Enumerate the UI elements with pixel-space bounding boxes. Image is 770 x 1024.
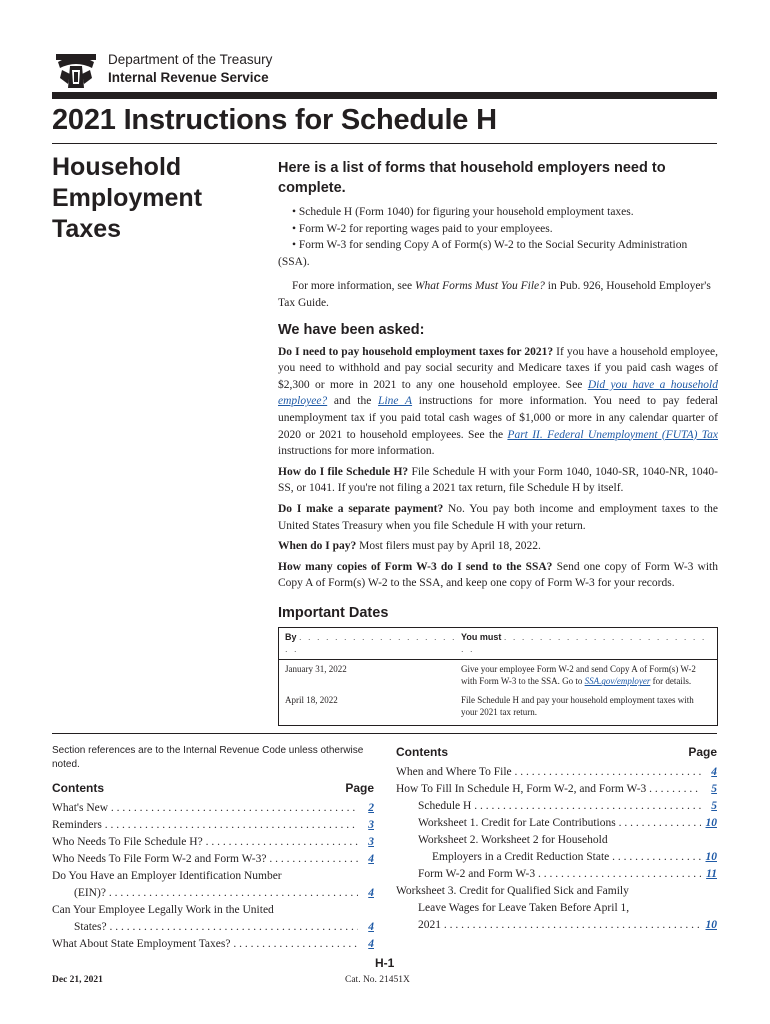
title-rule <box>52 143 717 144</box>
faq-item: How many copies of Form W-3 do I send to the SSA? Send one copy of Form W-3 with Copy A of Form(s) W-2 to the SSA, and keep one copy of Form W-3 for your records. <box>278 560 718 590</box>
toc-entry[interactable]: Worksheet 2. Worksheet 2 for Household Employers in a Credit Reduction State . . . 10 <box>396 832 717 866</box>
toc-page-link[interactable]: 11 <box>706 868 717 880</box>
toc-page-link[interactable]: 10 <box>705 851 717 863</box>
forms-list <box>278 204 718 270</box>
toc-page-link[interactable]: 3 <box>368 836 374 848</box>
list-item: • Schedule H (Form 1040) for figuring your household employment taxes. <box>278 204 718 221</box>
toc-entry[interactable]: When and Where To File . . . 4 <box>396 764 717 781</box>
toc-page-link[interactable]: 10 <box>705 817 717 829</box>
faq-item: How do I file Schedule H? File Schedule H with your Form 1040, 1040-SR, 1040-NR, 1040-SS, or 1041. If you're not filing a 2021 tax return, file Schedule H by itself. <box>278 465 718 495</box>
toc-entry[interactable]: How To Fill In Schedule H, Form W-2, and Form W-3 . . . 5 <box>396 781 717 798</box>
toc-page-link[interactable]: 5 <box>711 800 717 812</box>
faq-question: How do I file Schedule H? <box>278 465 409 478</box>
important-dates-heading: Important Dates <box>278 604 389 621</box>
action-cell: Give your employee Form W-2 and send Copy A of Form(s) W-2 with Form W-3 to the SSA. Go to SSA.gov/employer for details. <box>461 663 696 687</box>
faq-question: When do I pay? <box>278 540 357 553</box>
document-title: 2021 Instructions for Schedule H <box>52 104 497 136</box>
toc-entry[interactable]: Schedule H . . . 5 <box>396 798 717 815</box>
document-subtitle: Household Employment Taxes <box>52 153 203 243</box>
page-heading: Page <box>688 745 717 759</box>
important-dates-table <box>278 627 718 726</box>
toc-entry[interactable]: Who Needs To File Schedule H? . . . 3 <box>52 834 374 851</box>
more-info-paragraph: For more information, see What Forms Must You File? in Pub. 926, Household Employer's Tax Guide. <box>278 280 711 309</box>
toc-entry[interactable]: Worksheet 1. Credit for Late Contributions . . . 10 <box>396 815 717 832</box>
futa-tax-link[interactable]: Part II. Federal Unemployment (FUTA) Tax <box>507 428 718 441</box>
table-row <box>279 691 717 725</box>
section-references-note: Section references are to the Internal Revenue Code unless otherwise noted. <box>52 745 364 770</box>
column-header-by: By <box>285 631 297 642</box>
toc-page-link[interactable]: 5 <box>711 783 717 795</box>
list-item: • Form W-3 for sending Copy A of Form(s) W-2 to the Social Security Administration (SSA). <box>278 237 718 270</box>
table-row <box>279 660 717 691</box>
toc-entry[interactable]: Do You Have an Employer Identification Number (EIN)? . . . 4 <box>52 868 374 902</box>
ssa-employer-link[interactable]: SSA.gov/employer <box>584 676 651 687</box>
department-name: Department of the Treasury <box>108 52 273 67</box>
toc-page-link[interactable]: 4 <box>368 921 374 933</box>
contents-heading: Contents <box>396 745 448 759</box>
toc-entry[interactable]: Who Needs To File Form W-2 and Form W-3? . . . 4 <box>52 851 374 868</box>
column-header-you-must: You must <box>461 631 502 642</box>
faq-item: Do I need to pay household employment taxes for 2021? If you have a household employee, you need to withhold and pay social security and Medicare taxes if you paid cash wages of $2,300 or more in 2021 to any one household employee. See Did you have a household employee? and the Line A instructions for more information. You need to pay federal unemployment tax if you paid total cash wages of $1,000 or more in any calendar quarter of 2020 or 2021 to household employees. See the Part II. Federal Unemployment (FUTA) Tax instructions for more information. <box>278 345 719 458</box>
main-column <box>278 158 718 726</box>
action-cell: File Schedule H and pay your household employment taxes with your 2021 tax return. <box>461 694 694 718</box>
page-number: H-1 <box>375 956 395 970</box>
toc-page-link[interactable]: 4 <box>368 938 374 950</box>
household-employee-link[interactable]: Did you have a household employee? <box>278 378 719 408</box>
toc-entry[interactable]: Worksheet 3. Credit for Qualified Sick and Family Leave Wages for Leave Taken Before April 1, 2021 . . . 10 <box>396 883 717 934</box>
faq-item: Do I make a separate payment? No. You pay both income and employment taxes to the United States Treasury when you file Schedule H with your return. <box>278 502 718 532</box>
toc-page-link[interactable]: 4 <box>368 853 374 865</box>
contents-heading: Contents <box>52 781 104 795</box>
catalog-number: Cat. No. 21451X <box>345 975 410 985</box>
toc-entry[interactable]: Reminders . . . 3 <box>52 817 374 834</box>
table-header: By . . . . . . . . . . . . . . . . . . . . You must . . . . . . . . . . . . . . . . . . . . . . . . . <box>279 628 717 660</box>
line-a-link[interactable]: Line A <box>378 395 413 408</box>
toc-page-link[interactable]: 10 <box>705 919 717 931</box>
list-item: • Form W-2 for reporting wages paid to your employees. <box>278 221 718 238</box>
date-cell: April 18, 2022 <box>285 694 338 705</box>
contents-left <box>52 744 374 953</box>
faq-question: Do I need to pay household employment taxes for 2021? <box>278 345 554 358</box>
faq-question: Do I make a separate payment? <box>278 502 444 515</box>
irs-eagle-logo <box>52 48 100 92</box>
forms-list-heading: Here is a list of forms that household employers need to complete. <box>278 160 666 196</box>
faq-heading: We have been asked: <box>278 321 425 338</box>
toc-page-link[interactable]: 3 <box>368 819 374 831</box>
toc-page-link[interactable]: 4 <box>711 766 717 778</box>
pub-section-reference: What Forms Must You File? <box>414 280 545 293</box>
toc-entry[interactable]: What About State Employment Taxes? . . . 4 <box>52 936 374 953</box>
toc-entry[interactable]: Form W-2 and Form W-3 . . . 11 <box>396 866 717 883</box>
faq-question: How many copies of Form W-3 do I send to the SSA? <box>278 560 553 573</box>
toc-entry[interactable]: What's New . . . 2 <box>52 800 374 817</box>
toc-entry[interactable]: Can Your Employee Legally Work in the United States? . . . 4 <box>52 902 374 936</box>
faq-item: When do I pay? Most filers must pay by April 18, 2022. <box>278 540 541 553</box>
toc-page-link[interactable]: 4 <box>368 887 374 899</box>
agency-name: Internal Revenue Service <box>108 70 269 85</box>
section-rule <box>52 733 717 734</box>
header-rule <box>52 92 717 99</box>
page-heading: Page <box>345 781 374 795</box>
contents-right <box>396 744 717 934</box>
date-cell: January 31, 2022 <box>285 663 347 674</box>
toc-page-link[interactable]: 2 <box>368 802 374 814</box>
revision-date: Dec 21, 2021 <box>52 975 103 985</box>
